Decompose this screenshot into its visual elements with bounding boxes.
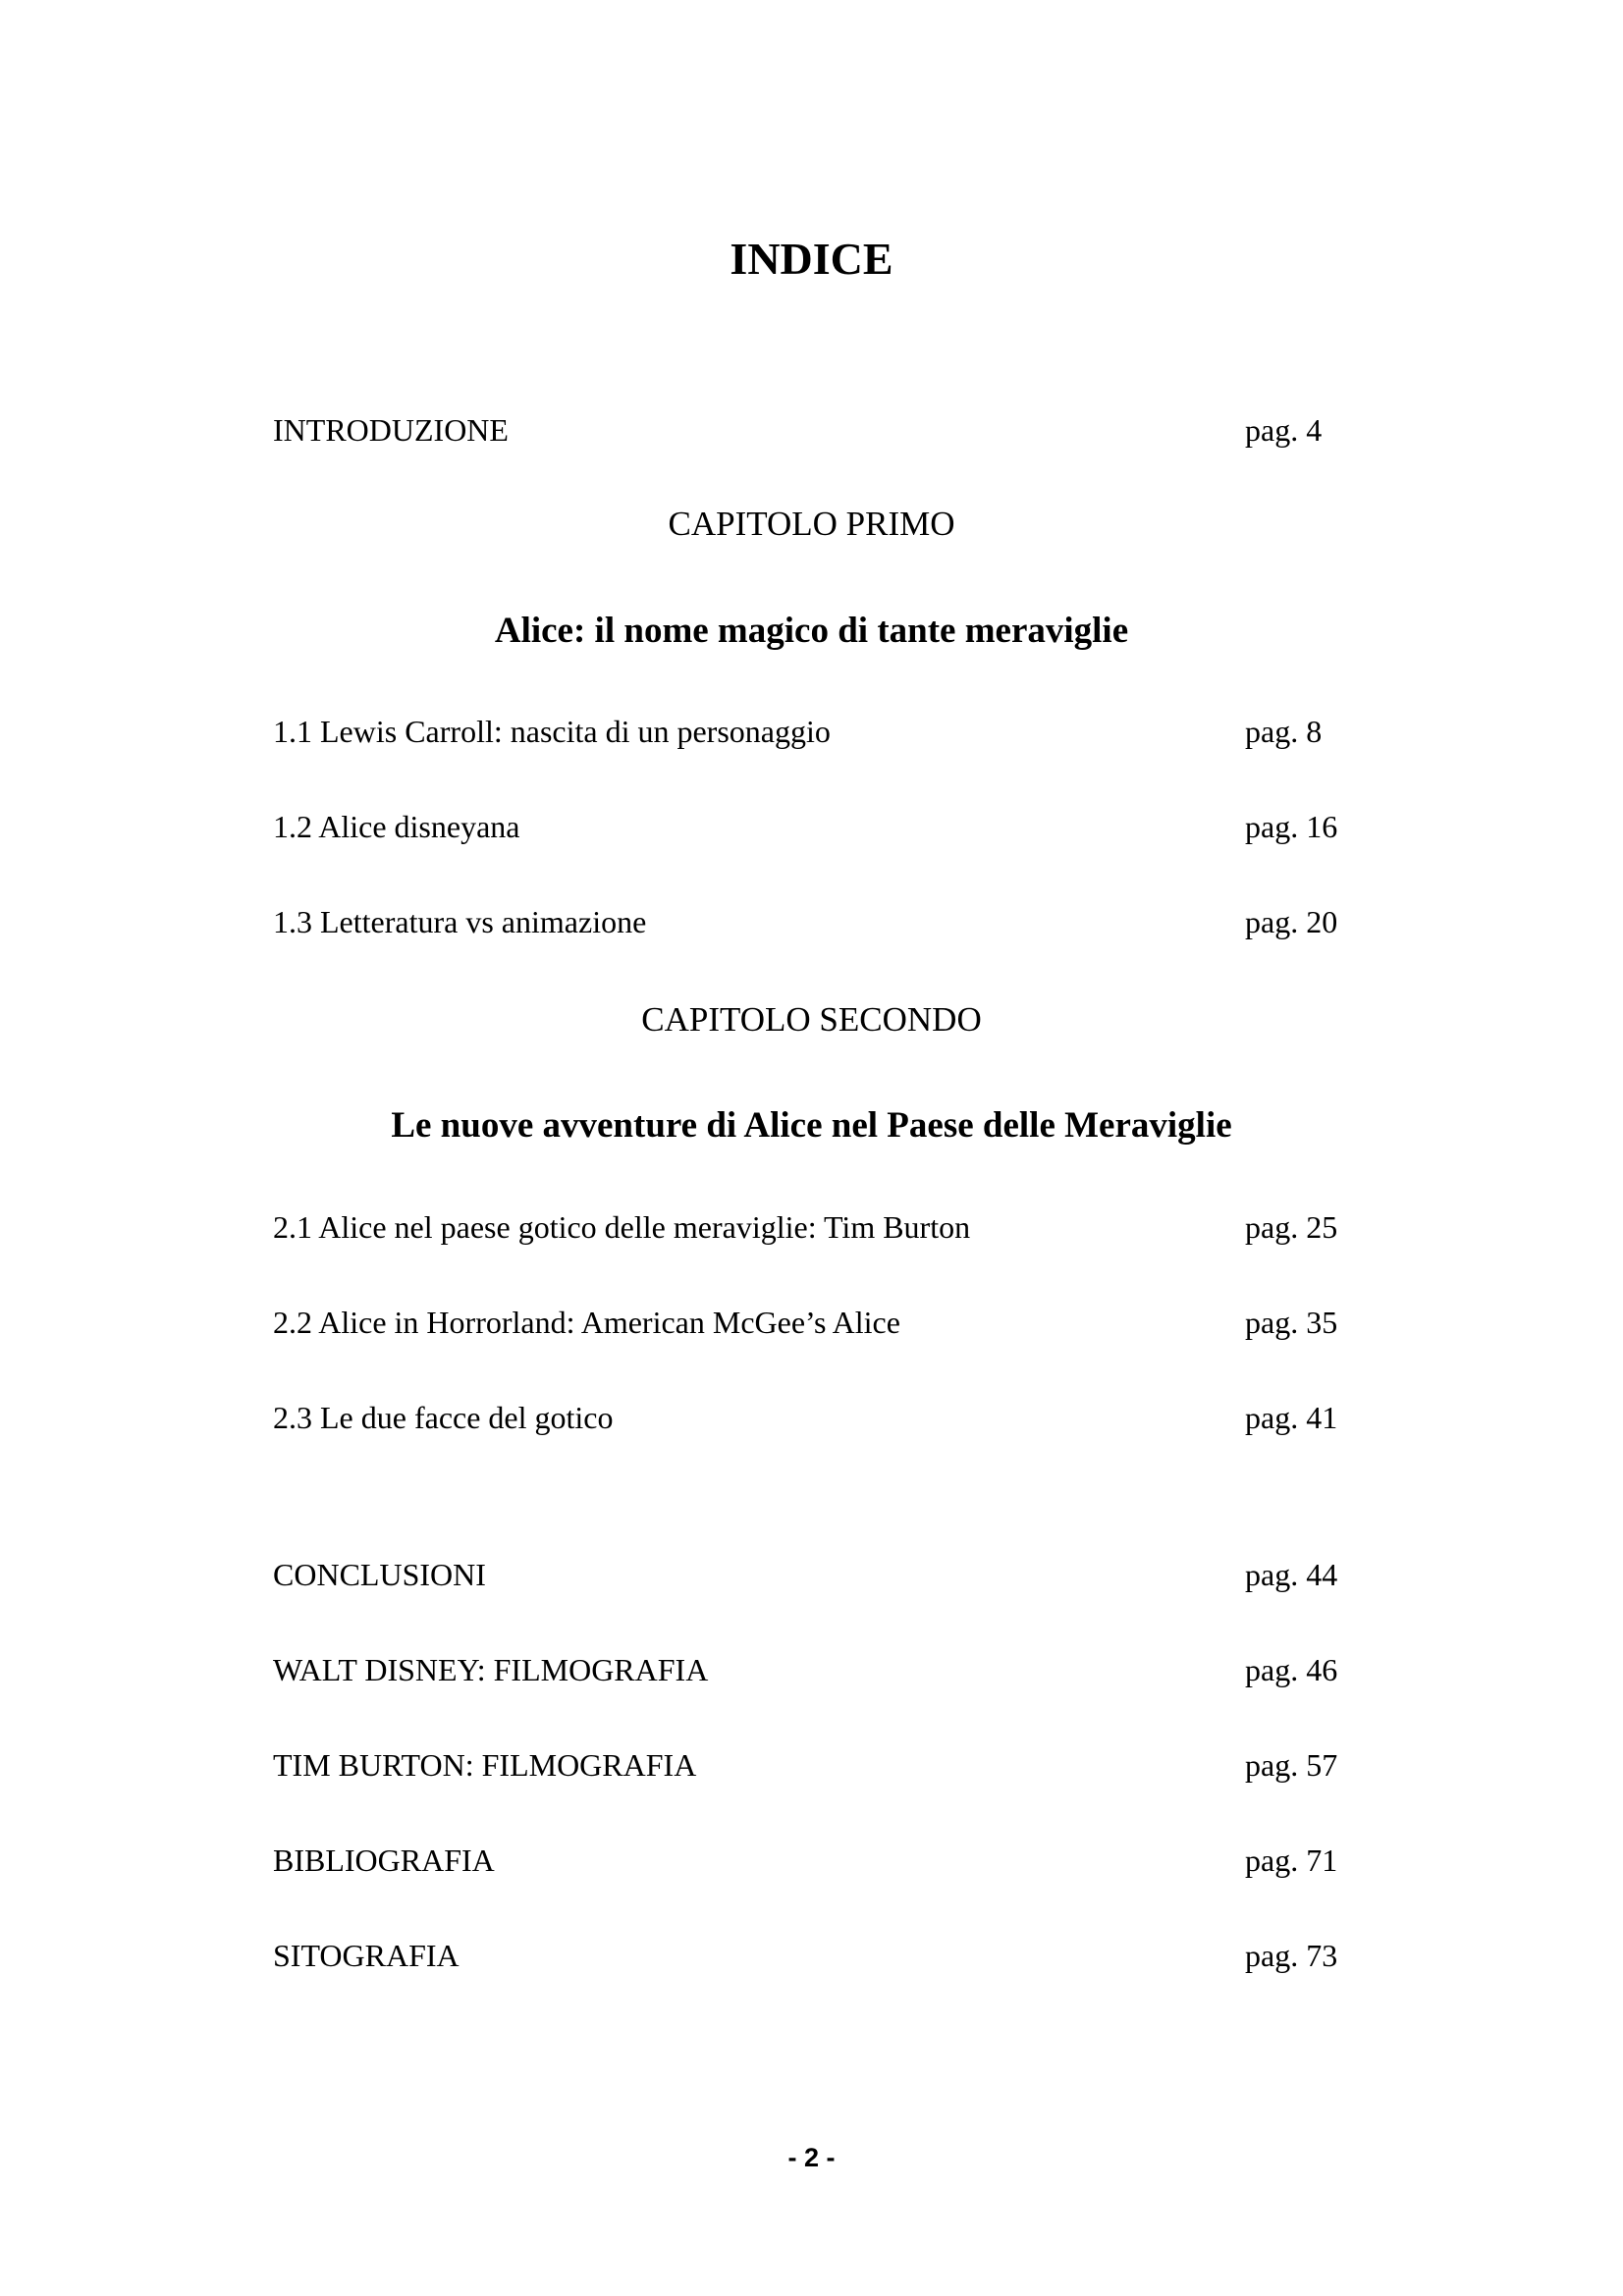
toc-entry-page: pag. 44 [1245,1557,1338,1592]
toc-entry-introduzione [273,408,1353,452]
toc-entry-page: pag. 71 [1245,1842,1338,1878]
toc-entry-page: pag. 46 [1245,1652,1338,1687]
toc-entry-label: INTRODUZIONE [273,412,509,448]
toc-entry-label: 1.1 Lewis Carroll: nascita di un personaggio [273,714,831,749]
toc-entry-1-3 [273,900,1353,943]
toc-entry-page: pag. 16 [1245,809,1338,844]
toc-entry-bibliografia [273,1839,1353,1882]
toc-entry-page: pag. 57 [1245,1747,1338,1783]
toc-entry-label: CONCLUSIONI [273,1557,486,1592]
page-title: INDICE [730,234,893,284]
toc-entry-page: pag. 35 [1245,1305,1338,1340]
toc-entry-1-2 [273,805,1353,848]
toc-entry-label: 1.2 Alice disneyana [273,809,520,844]
toc-entry-page: pag. 20 [1245,904,1338,939]
toc-entry-label: 2.1 Alice nel paese gotico delle meraviglie: Tim Burton [273,1209,971,1245]
toc-entry-conclusioni [273,1553,1353,1596]
toc-entry-2-1 [273,1205,1353,1249]
toc-entry-page: pag. 41 [1245,1400,1338,1435]
toc-entry-tim-burton-filmografia [273,1743,1353,1787]
toc-entry-label: 2.3 Le due facce del gotico [273,1400,614,1435]
toc-entry-1-1 [273,710,1353,753]
toc-entry-label: BIBLIOGRAFIA [273,1842,495,1878]
chapter-title-1: Alice: il nome magico di tante meraviglie [494,611,1129,651]
toc-entry-page: pag. 4 [1245,412,1323,448]
toc-entry-sitografia [273,1934,1353,1977]
chapter-heading-1: CAPITOLO PRIMO [668,505,955,543]
toc-entry-2-2 [273,1301,1353,1344]
toc-entry-2-3 [273,1396,1353,1439]
chapter-heading-2: CAPITOLO SECONDO [641,1000,982,1039]
toc-entry-label: 1.3 Letteratura vs animazione [273,904,647,939]
toc-entry-label: TIM BURTON: FILMOGRAFIA [273,1747,697,1783]
page-number: - 2 - [787,2143,836,2172]
chapter-title-2: Le nuove avventure di Alice nel Paese delle Meraviglie [391,1105,1232,1146]
toc-entry-page: pag. 73 [1245,1938,1338,1973]
toc-entry-label: SITOGRAFIA [273,1938,460,1973]
toc-entry-label: WALT DISNEY: FILMOGRAFIA [273,1652,709,1687]
toc-entry-page: pag. 25 [1245,1209,1338,1245]
toc-entry-page: pag. 8 [1245,714,1323,749]
toc-entry-label: 2.2 Alice in Horrorland: American McGee’s Alice [273,1305,900,1340]
toc-entry-walt-disney-filmografia [273,1648,1353,1691]
